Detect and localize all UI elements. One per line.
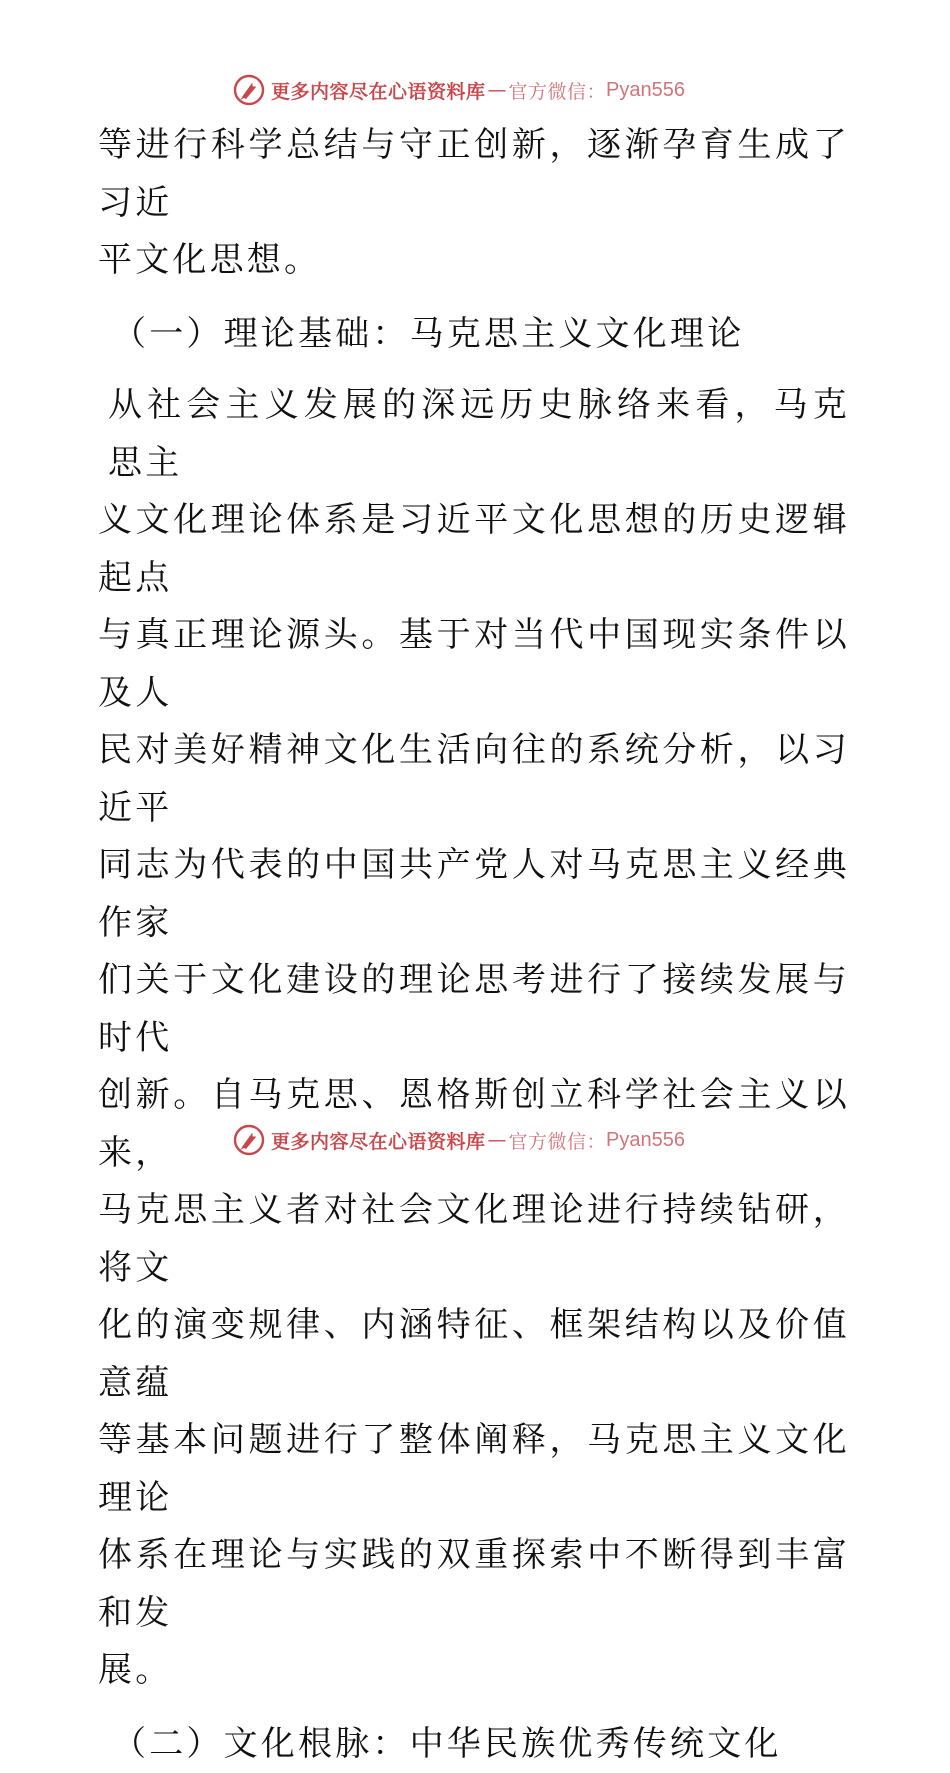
pen-nib-logo-icon bbox=[233, 1124, 265, 1156]
intro-line: 等进行科学总结与守正创新，逐渐孕育生成了习近 bbox=[98, 117, 850, 232]
body-line: 体系在理论与实践的双重探索中不断得到丰富和发 bbox=[98, 1527, 850, 1642]
section-heading-1: （一）理论基础：马克思主义文化理论 bbox=[98, 306, 850, 364]
body-line: 展。 bbox=[98, 1642, 850, 1700]
watermark-id: Pyan556 bbox=[606, 79, 685, 102]
body-line: 创新。自马克思、恩格斯创立科学社会主义以来， bbox=[98, 1067, 850, 1182]
watermark-id: Pyan556 bbox=[606, 1129, 685, 1152]
pen-nib-logo-icon bbox=[233, 74, 265, 106]
watermark-dash: — bbox=[488, 1129, 507, 1151]
body-line: 民对美好精神文化生活向往的系统分析，以习近平 bbox=[98, 722, 850, 837]
watermark-text: 更多内容尽在心语资料库 bbox=[271, 1127, 486, 1154]
section-heading-2: （二）文化根脉：中华民族优秀传统文化 bbox=[98, 1716, 850, 1773]
intro-line: 平文化思想。 bbox=[98, 232, 850, 290]
body-line: 等基本问题进行了整体阐释，马克思主义文化理论 bbox=[98, 1412, 850, 1527]
body-line: 马克思主义者对社会文化理论进行持续钻研，将文 bbox=[98, 1182, 850, 1297]
watermark-dash: — bbox=[488, 79, 507, 101]
document-body bbox=[98, 117, 850, 1773]
body-line: 从社会主义发展的深远历史脉络来看，马克思主 bbox=[98, 377, 850, 492]
body-line: 义文化理论体系是习近平文化思想的历史逻辑起点 bbox=[98, 492, 850, 607]
watermark-header bbox=[233, 73, 685, 107]
body-line: 同志为代表的中国共产党人对马克思主义经典作家 bbox=[98, 837, 850, 952]
body-line: 与真正理论源头。基于对当代中国现实条件以及人 bbox=[98, 607, 850, 722]
body-line: 们关于文化建设的理论思考进行了接续发展与时代 bbox=[98, 952, 850, 1067]
watermark-footer bbox=[233, 1123, 685, 1157]
watermark-suffix: 官方微信： bbox=[509, 77, 607, 104]
watermark-suffix: 官方微信： bbox=[509, 1127, 607, 1154]
watermark-text: 更多内容尽在心语资料库 bbox=[271, 77, 486, 104]
body-line: 化的演变规律、内涵特征、框架结构以及价值意蕴 bbox=[98, 1297, 850, 1412]
